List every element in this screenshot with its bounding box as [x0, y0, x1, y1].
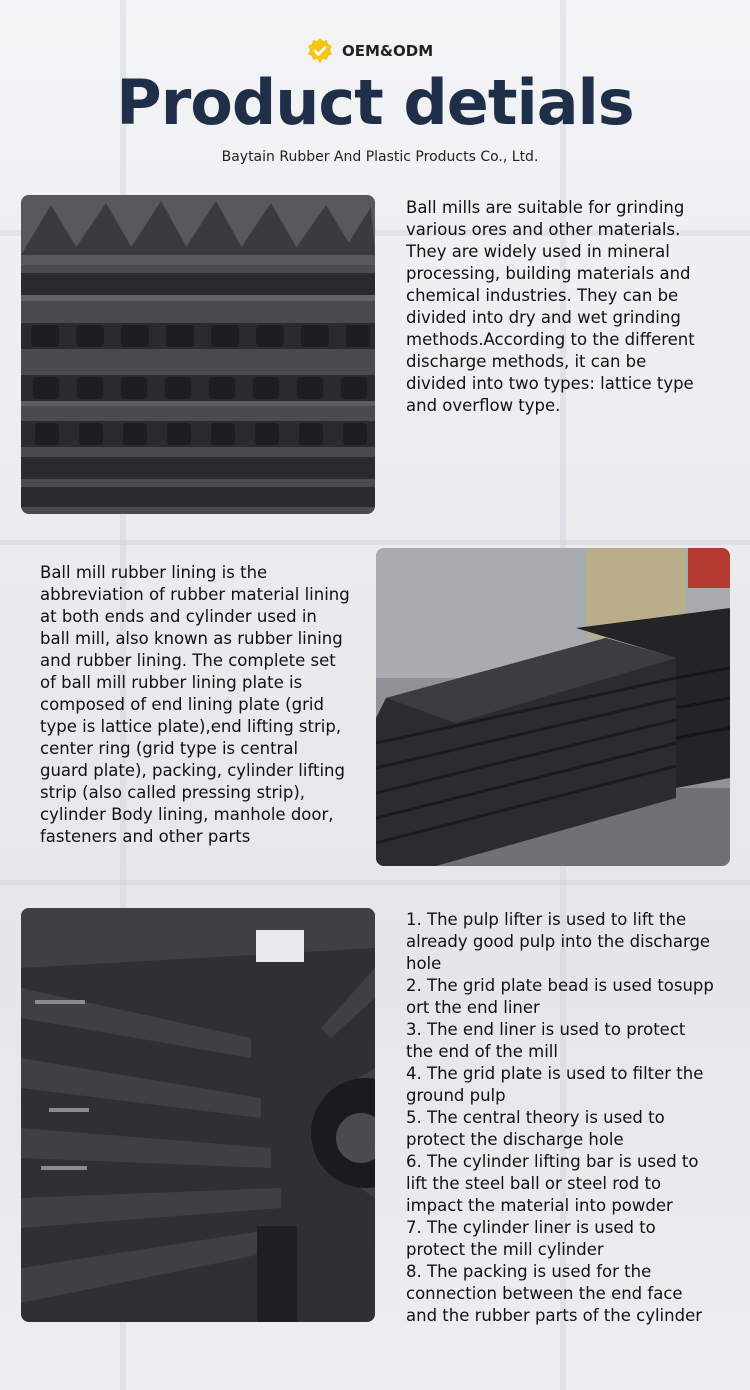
lining-parts-list	[406, 909, 716, 1327]
list-item: 6. The cylinder lifting bar is used to lift the steel ball or steel rod to impact the material into powder	[406, 1152, 699, 1215]
rubber-grid-plates-photo	[376, 548, 730, 866]
page-title: Product detials	[116, 66, 634, 139]
verified-seal-icon	[306, 37, 334, 65]
ball-mill-interior-photo	[21, 908, 375, 1322]
badge-label: OEM&ODM	[342, 42, 434, 60]
rubber-lifter-bars-photo	[21, 195, 375, 514]
list-item: 7. The cylinder liner is used to protect the mill cylinder	[406, 1218, 656, 1259]
company-name: Baytain Rubber And Plastic Products Co., Ltd.	[221, 149, 539, 165]
list-item: 4. The grid plate is used to filter the ground pulp	[406, 1064, 704, 1105]
list-item: 5. The central theory is used to protect the discharge hole	[406, 1108, 665, 1149]
list-item: 3. The end liner is used to protect the end of the mill	[406, 1020, 686, 1061]
list-item: 2. The grid plate bead is used tosupp ort the end liner	[406, 976, 714, 1017]
list-item: 8. The packing is used for the connection between the end face and the rubber parts of the cylinder	[406, 1262, 703, 1325]
section1-text: Ball mills are suitable for grinding various ores and other materials. They are widely used in mineral processing, building materials and chemical industries. They can be divided into dry and wet grinding methods.According to the different discharge methods, it can be divided into two types: lattice type and overflow type.	[406, 198, 695, 415]
oem-odm-badge	[306, 36, 433, 66]
section2-text: Ball mill rubber lining is the abbreviation of rubber material lining at both ends and cylinder used in ball mill, also known as rubber lining and rubber lining. The complete set of ball mill rubber lining plate is composed of end lining plate (grid type is lattice plate),end lifting strip, center ring (grid type is central guard plate), packing, cylinder lifting strip (also called pressing strip), cylinder Body lining, manhole door, fasteners and other parts	[40, 563, 350, 846]
list-item: 1. The pulp lifter is used to lift the already good pulp into the discharge hole	[406, 910, 711, 973]
